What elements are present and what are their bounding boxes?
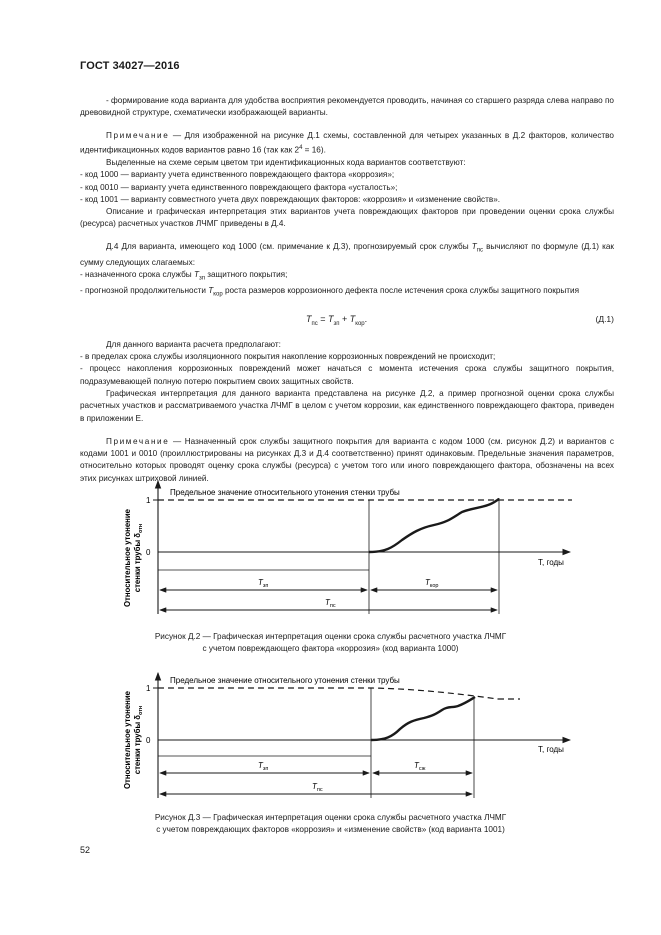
segment-total-label: $T_{пс}$: [325, 598, 336, 609]
segment-total-label: $T_{пс}$: [312, 782, 323, 793]
limit-line: [158, 688, 498, 699]
segment-service-label: $T_{сж}$: [414, 761, 426, 772]
y-label-2: стенки трубы $\delta_{отн}$: [133, 705, 144, 775]
list-item: - назначенного срока службы $T_{зп}$ защитного покрытия;: [80, 269, 288, 282]
paragraph-highlighted-codes: Выделенные на схеме серым цветом три идентификационных кода вариантов соответствуют:: [106, 157, 466, 167]
tick-label-0: 0: [146, 736, 151, 745]
note-1: Примечание — Для изображенной на рисунке Д.1 схемы, составленной для четырех указанных в Д.2 факторов, количество идентификационных кодов вариантов равно 16 (так как $2^4 = 16$).: [80, 130, 614, 155]
segment-corrosion-label: $T_{кор}$: [425, 578, 439, 589]
paragraph-graphic: Графическая интерпретация для данного варианта представлена на рисунке Д.2, а пример прогнозной оценки срока службы расчетных участков и рассматриваемого участка ЛЧМГ в целом с учетом коррозии, как единственного повреждающего фактора, приведен в приложении Е.: [80, 389, 614, 423]
note-2: Примечание — Назначенный срок службы защитного покрытия для варианта с кодом 1000 (см. рисунок Д.2) и вариантов с кодами 1001 и 0010 (проиллюстрированы на рисунках Д.3 и Д.4 соответственно) принят одинаковым. Предельные значения параметров, относительно которых проводят оценку срока службы (ресурса) с учетом того или иного повреждающего фактора, обозначены на всех этих рисунках штриховой линией.: [80, 436, 614, 483]
figure-d2: [0, 478, 661, 628]
y-label-2: стенки трубы $\delta_{отн}$: [133, 523, 144, 593]
y-label-1: Относительное утонение: [123, 690, 132, 790]
list-item: - процесс накопления коррозионных повреждений может начаться с момента истечения срока службы защитного покрытия, подразумевающей полную потерю покрытием своих защитных свойств.: [80, 364, 614, 386]
damage-curve: [369, 499, 499, 552]
tick-label-1: 1: [146, 496, 151, 505]
tick-label-0: 0: [146, 548, 151, 557]
limit-label: Предельное значение относительного утонения стенки трубы: [170, 488, 400, 497]
note-label: Примечание: [106, 130, 170, 140]
note-label: Примечание: [106, 436, 170, 446]
section-d4: Д.4 Для варианта, имеющего код 1000 (см. примечание к Д.3), прогнозируемый срок службы $T_{пс}$ вычисляют по формуле (Д.1) как сумму следующих слагаемых:: [80, 241, 614, 267]
figure-d2-caption: Рисунок Д.2 — Графическая интерпретация оценки срока службы расчетного участка ЛЧМГ с учетом повреждающего фактора «коррозия» (код варианта 1000): [154, 632, 507, 653]
x-label: T, годы: [538, 745, 564, 754]
body-text: [80, 95, 614, 485]
limit-label: Предельное значение относительного утонения стенки трубы: [170, 676, 400, 685]
paragraph-assumptions: Для данного варианта расчета предполагают:: [106, 339, 281, 349]
x-label: T, годы: [538, 558, 564, 567]
paragraph-variant-code: - формирование кода варианта для удобства восприятия рекомендуется проводить, начиная со старшего разряда слева направо по древовидной структуре, схематически изображающей варианты.: [80, 96, 614, 118]
list-item: - прогнозной продолжительности $T_{кор}$ роста размеров коррозионного дефекта после истечения срока службы защитного покрытия: [80, 285, 580, 298]
segment-coating-label: $T_{зп}$: [258, 578, 269, 589]
list-item: - код 1001 — варианту совместного учета двух повреждающих факторов: «коррозия» и «изменение свойств».: [80, 194, 501, 204]
figure-d3: [0, 670, 661, 805]
figure-d3-caption: Рисунок Д.3 — Графическая интерпретация оценки срока службы расчетного участка ЛЧМГ с учетом повреждающих факторов «коррозия» и «изменение свойств» (код варианта 1001): [154, 813, 507, 834]
paragraph-description: Описание и графическая интерпретация этих вариантов учета повреждающих факторов при проведении оценки срока службы (ресурса) расчетных участков ЛЧМГ приведены в Д.4.: [80, 207, 614, 229]
list-item: - код 0010 — варианту учета единственного повреждающего фактора «усталость»;: [80, 182, 398, 192]
page-number: 52: [80, 845, 91, 855]
list-item: - в пределах срока службы изоляционного покрытия накопление коррозионных повреждений не происходит;: [80, 352, 496, 362]
formula-number: (Д.1): [595, 313, 614, 324]
document-header: ГОСТ 34027—2016: [80, 60, 180, 72]
formula: $T_{пс} = T_{зп} + T_{кор}$.: [306, 313, 368, 327]
list-item: - код 1000 — варианту учета единственного повреждающего фактора «коррозия»;: [80, 170, 395, 180]
formula-d1: [80, 305, 614, 339]
y-label-1: Относительное утонение: [123, 508, 132, 608]
segment-coating-label: $T_{зп}$: [258, 761, 269, 772]
damage-curve: [371, 697, 475, 740]
tick-label-1: 1: [146, 684, 151, 693]
